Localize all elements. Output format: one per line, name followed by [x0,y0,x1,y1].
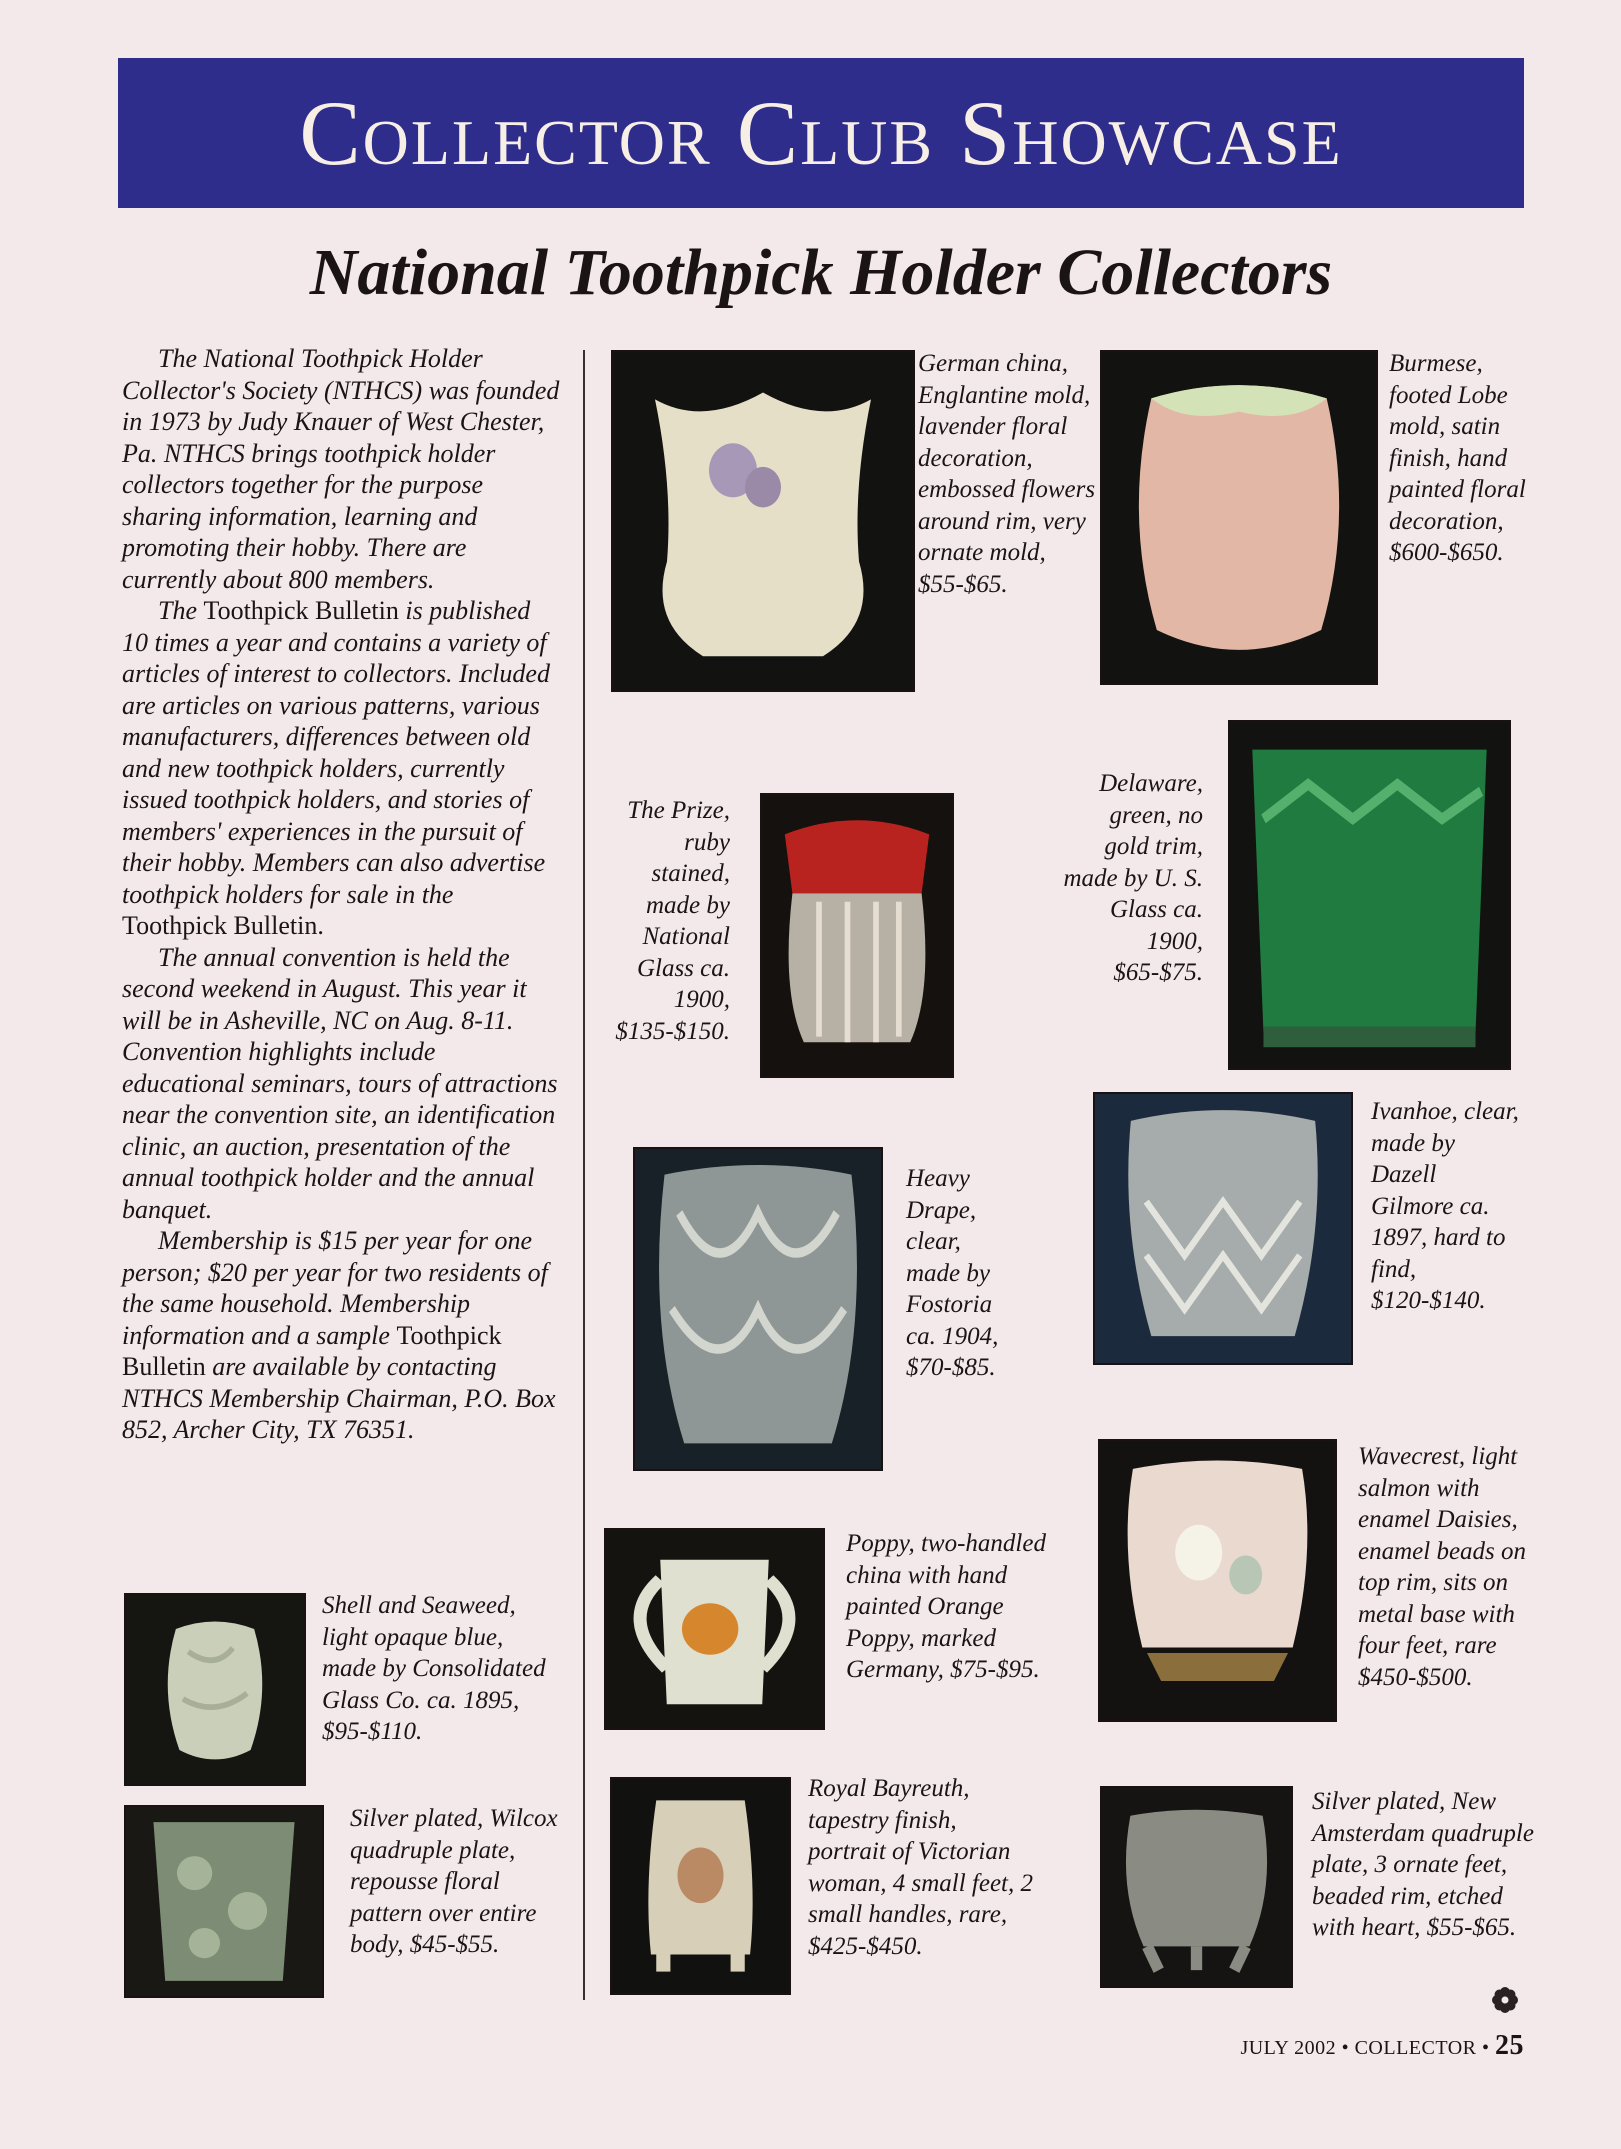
caption-the-prize: The Prize, ruby stained, made by National Glass ca. 1900, $135-$150. [615,797,730,1045]
caption-poppy: Poppy, two-handled china with hand painted Orange Poppy, marked Germany, $75-$95. [846,1530,1046,1683]
photo-the-prize [760,793,954,1078]
caption-delaware: Delaware, green, no gold trim, made by U. S. Glass ca. 1900, $65-$75. [1063,770,1203,986]
paragraph: The National Toothpick Holder Collector's Society (NTHCS) was founded in 1973 by Judy Knauer of West Chester, Pa. NTHCS brings toothpick holder collectors together for the purpose sharing information, learning and promoting their hobby. There are currently about 800 members. [122,344,560,594]
paragraph: Membership is $15 per year for one person; $20 per year for two residents of the same household. Membership information and a sample Toothpick Bulletin are available by contacting NTHCS Membership Chairman, P.O. Box 852, Archer City, TX 76351. [122,1226,556,1444]
flower-icon [1490,1985,1520,2015]
page-footer [1240,2030,1524,2062]
column-divider [583,350,585,2000]
caption-silver-new-amsterdam: Silver plated, New Amsterdam quadruple plate, 3 ornate feet, beaded rim, etched with heart, $55-$65. [1312,1788,1534,1941]
section-banner [118,58,1524,208]
photo-shell-seaweed [124,1593,306,1786]
banner-title: Collector Club Showcase [299,82,1343,184]
caption-heavy-drape: Heavy Drape, clear, made by Fostoria ca. 1904, $70-$85. [906,1165,999,1381]
caption-burmese: Burmese, footed Lobe mold, satin finish, hand painted floral decoration, $600-$650. [1389,350,1526,566]
caption-german-china: German china, Englantine mold, lavender floral decoration, embossed flowers around rim, very ornate mold, $55-$65. [918,350,1096,598]
photo-german-china [611,350,915,692]
article-title: National Toothpick Holder Collectors [309,236,1333,309]
photo-heavy-drape [633,1147,883,1471]
page-number: 25 [1495,2030,1524,2061]
caption-shell-seaweed: Shell and Seaweed, light opaque blue, made by Consolidated Glass Co. ca. 1895, $95-$110. [322,1592,546,1745]
article-body [122,343,562,1446]
photo-burmese [1100,350,1378,685]
caption-wavecrest: Wavecrest, light salmon with enamel Daisies, enamel beads on top rim, sits on metal base with four feet, rare $450-$500. [1358,1443,1527,1691]
issue-label: JULY 2002 • COLLECTOR • [1240,2037,1490,2059]
caption-ivanhoe: Ivanhoe, clear, made by Dazell Gilmore ca. 1897, hard to find, $120-$140. [1371,1098,1519,1314]
photo-royal-bayreuth [610,1777,791,1995]
paragraph: The annual convention is held the second weekend in August. This year it will be in Asheville, NC on Aug. 8-11. Convention highlights include educational seminars, tours of attractions near the convention site, an identification clinic, an auction, presentation of the annual toothpick holder and the annual banquet. [122,942,558,1224]
caption-silver-wilcox: Silver plated, Wilcox quadruple plate, repousse floral pattern over entire body, $45-$55. [350,1805,558,1958]
photo-poppy [604,1528,825,1730]
photo-wavecrest [1098,1439,1337,1722]
caption-royal-bayreuth: Royal Bayreuth, tapestry finish, portrait of Victorian woman, 4 small feet, 2 small handles, rare, $425-$450. [808,1775,1033,1960]
photo-ivanhoe [1093,1092,1353,1365]
photo-silver-new-amsterdam [1100,1786,1293,1988]
photo-silver-wilcox [124,1805,324,1998]
photo-delaware [1228,720,1511,1070]
paragraph: The Toothpick Bulletin is published 10 times a year and contains a variety of articles of interest to collectors. Included are articles on various patterns, various manufacturers, differences between old and new toothpick holders, currently issued toothpick holders, and stories of members' experiences in the pursuit of their hobby. Members can also advertise toothpick holders for sale in the Toothpick Bulletin. [122,596,550,940]
